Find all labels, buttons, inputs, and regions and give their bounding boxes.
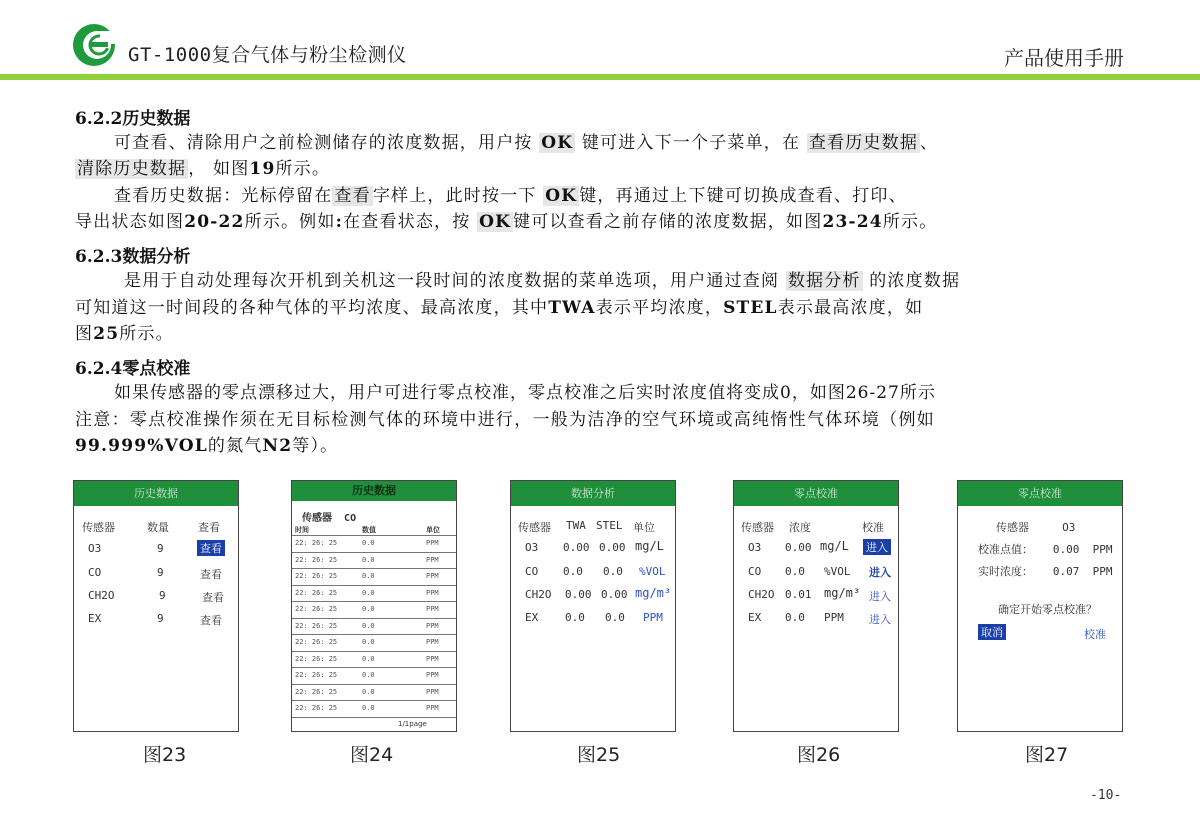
- row-twa: 0.00: [565, 588, 592, 601]
- cell-value: 0.0: [362, 654, 375, 663]
- column-header-stel: STEL: [596, 519, 623, 532]
- cell-value: 0.0: [362, 555, 375, 564]
- view-button[interactable]: 查看: [202, 591, 224, 604]
- row-stel: 0.00: [599, 541, 626, 554]
- column-header-time: 时间: [295, 526, 309, 534]
- enter-button[interactable]: 进入: [869, 566, 891, 579]
- text: 等）。: [292, 436, 339, 456]
- text: 传感器: [302, 513, 332, 524]
- screen-title: 零点校准: [958, 481, 1122, 506]
- row-unit: PPM: [643, 611, 663, 624]
- cell-time: 22: 26: 25: [295, 605, 338, 613]
- text: 键可进入下一个子菜单，在: [581, 133, 801, 153]
- column-header-concentration: 浓度: [789, 521, 811, 534]
- confirm-prompt: 确定开始零点校准？: [998, 603, 1097, 616]
- highlight-view-history: 查看历史数据: [808, 133, 919, 153]
- zero-point-row: [978, 541, 1113, 557]
- row-sensor: CH2O: [88, 589, 115, 602]
- paragraph-6-2-4-line2: 注意：零点校准操作须在无目标检测气体的环境中进行，一般为洁净的空气环境或高纯惰性气体环境（例如: [75, 410, 936, 430]
- row-unit: %VOL: [824, 565, 851, 578]
- row-sensor: EX: [748, 611, 762, 624]
- cell-value: 0.0: [362, 638, 375, 646]
- row-sensor: O3: [525, 541, 539, 554]
- cell-value: 0.0: [362, 621, 375, 630]
- cell-time: 22: 26: 25: [295, 539, 338, 547]
- row-sensor: CO: [525, 565, 539, 578]
- stel-term: STEL: [723, 298, 778, 318]
- cell-unit: PPM: [426, 638, 439, 646]
- figure-ref: 25: [93, 324, 120, 344]
- row-unit: mg/m³: [824, 586, 861, 600]
- column-header-count: 数量: [147, 521, 169, 534]
- table-row: [292, 552, 456, 569]
- column-header-sensor: 传感器: [741, 521, 774, 534]
- figure-27-caption: 图27: [1025, 744, 1069, 766]
- row-twa: 0.0: [565, 611, 585, 624]
- cell-time: 22: 26: 25: [295, 555, 338, 564]
- table-row: [292, 667, 456, 684]
- text: 键，再通过上下键可切换成查看、打印、: [579, 186, 907, 206]
- cell-time: 22: 26: 25: [295, 671, 338, 679]
- cell-unit: PPM: [426, 621, 439, 630]
- row-value: 0.00: [785, 541, 812, 554]
- unit: PPM: [1092, 565, 1113, 578]
- row-value: 0.0: [785, 565, 805, 578]
- text: 是用于自动处理每次开机到关机这一段时间的浓度数据的菜单选项，用户通过查阅: [124, 271, 780, 291]
- figure-25-caption: 图25: [577, 744, 621, 766]
- figure-ref: 20-22: [184, 212, 245, 232]
- text: 、: [920, 133, 939, 153]
- text: 表示平均浓度，: [595, 298, 724, 318]
- text: ， 如图: [188, 159, 250, 179]
- table-row: [292, 651, 456, 668]
- ok-key-label: OK: [479, 212, 512, 232]
- section-heading-6-2-4: 6.2.4零点校准: [75, 359, 191, 379]
- row-count: 9: [157, 566, 164, 579]
- row-sensor: CH2O: [748, 588, 775, 601]
- figure-24-caption: 图24: [350, 744, 394, 766]
- cell-value: 0.0: [362, 671, 375, 679]
- cell-unit: PPM: [426, 539, 439, 547]
- row-sensor: CO: [748, 565, 762, 578]
- cell-unit: PPM: [426, 687, 439, 696]
- screen-title: 历史数据: [292, 481, 456, 501]
- cell-unit: PPM: [426, 605, 439, 613]
- row-sensor: EX: [525, 611, 539, 624]
- history-table: [292, 535, 456, 717]
- row-count: 9: [157, 612, 164, 625]
- column-header-sensor: 传感器: [82, 521, 115, 534]
- section-heading-6-2-3: 6.2.3数据分析: [75, 247, 191, 267]
- cell-time: 22: 26: 25: [295, 621, 338, 630]
- text: 可查看、清除用户之前检测储存的浓度数据，用户按: [114, 133, 533, 153]
- product-code: GT-1000: [128, 44, 212, 66]
- text: 图: [75, 324, 94, 344]
- calibrate-button[interactable]: 校准: [1084, 628, 1106, 641]
- cell-value: 0.0: [362, 572, 375, 580]
- product-name: 复合气体与粉尘检测仪: [211, 44, 407, 66]
- unit: PPM: [1092, 543, 1113, 556]
- highlight-data-analysis: 数据分析: [787, 271, 861, 291]
- text: 所示。: [119, 324, 174, 344]
- enter-button[interactable]: 进入: [869, 613, 891, 626]
- twa-term: TWA: [548, 298, 596, 318]
- text: N2: [262, 436, 293, 456]
- text: 99.999%VOL: [75, 436, 208, 456]
- column-header-value: 数值: [362, 526, 376, 534]
- screen-title: 历史数据: [74, 481, 238, 506]
- highlight-view: 查看: [334, 186, 371, 206]
- row-count: 9: [159, 589, 166, 602]
- sensor-label: [302, 509, 356, 524]
- cell-time: 22: 26: 25: [295, 654, 338, 663]
- paragraph-6-2-3-line1: [124, 268, 960, 294]
- text: 键可以查看之前存储的浓度数据，如图: [513, 212, 823, 232]
- manual-title: 产品使用手册: [1004, 46, 1124, 70]
- text: 的浓度数据: [869, 271, 961, 291]
- column-header-unit: 单位: [633, 521, 655, 534]
- cell-value: 0.0: [362, 687, 375, 696]
- cell-unit: PPM: [426, 654, 439, 663]
- text: 查看历史数据：光标停留在: [114, 186, 333, 206]
- row-sensor: O3: [748, 541, 762, 554]
- ok-key-label: OK: [541, 133, 574, 153]
- row-unit: mg/L: [635, 539, 664, 553]
- figure-25-screen: [510, 480, 676, 732]
- figure-27-screen: [957, 480, 1123, 732]
- row-sensor: CO: [88, 566, 102, 579]
- text: 所示。: [882, 212, 938, 232]
- row-value: 0.0: [785, 611, 805, 624]
- cell-time: 22: 26: 25: [295, 638, 338, 646]
- figure-ref: 23-24: [822, 212, 883, 232]
- text: 的氮气: [207, 436, 263, 456]
- cell-value: 0.0: [362, 588, 375, 597]
- enter-button[interactable]: 进入: [869, 590, 891, 603]
- column-header-calibrate: 校准: [862, 521, 884, 534]
- row-stel: 0.00: [601, 588, 628, 601]
- cell-value: 0.0: [362, 539, 375, 547]
- row-twa: 0.00: [563, 541, 590, 554]
- page-indicator: 1/1page: [398, 720, 427, 728]
- zero-value: 0.00: [1052, 543, 1080, 556]
- column-header-sensor: 传感器: [518, 521, 551, 534]
- cell-time: 22: 26: 25: [295, 687, 338, 696]
- figure-ref: 19: [249, 159, 276, 179]
- paragraph-6-2-4-line3: [75, 433, 338, 459]
- cell-unit: PPM: [426, 671, 439, 679]
- table-row: [292, 585, 456, 602]
- document-title: [128, 40, 407, 67]
- table-row: [292, 700, 456, 717]
- view-button-selected[interactable]: 查看: [197, 540, 225, 556]
- text: 传感器: [996, 521, 1029, 534]
- table-row: [292, 568, 456, 585]
- paragraph-6-2-4-line1: 如果传感器的零点漂移过大，用户可进行零点校准，零点校准之后实时浓度值将变成0，如图26-27所示: [114, 383, 936, 403]
- table-row: [292, 634, 456, 651]
- cell-unit: PPM: [426, 572, 439, 580]
- ok-key-label: OK: [545, 186, 578, 206]
- row-value: 0.01: [785, 588, 812, 601]
- header-divider: [0, 74, 1200, 80]
- highlight-clear-history: 清除历史数据: [77, 159, 187, 179]
- paragraph-6-2-2-line3: [114, 183, 907, 209]
- realtime-value: 0.07: [1052, 565, 1080, 578]
- figure-23-caption: 图23: [143, 744, 187, 766]
- table-row: [292, 618, 456, 635]
- realtime-row: [978, 563, 1113, 579]
- figure-23-screen: [73, 480, 239, 732]
- sensor-name: CO: [344, 513, 357, 524]
- row-unit: PPM: [824, 611, 844, 624]
- cell-unit: PPM: [426, 588, 439, 597]
- row-sensor: CH2O: [525, 588, 552, 601]
- figure-24-screen: [291, 480, 457, 732]
- enter-button-selected[interactable]: 进入: [863, 539, 891, 555]
- page-number: -10-: [1090, 788, 1122, 803]
- figure-26-caption: 图26: [797, 744, 841, 766]
- cancel-button[interactable]: 取消: [978, 624, 1006, 640]
- sensor-row: [996, 519, 1075, 535]
- text: 所示。例如: [244, 212, 336, 232]
- table-row: [292, 601, 456, 618]
- figure-26-screen: [733, 480, 899, 732]
- cell-time: 22: 26: 25: [295, 572, 338, 580]
- row-unit: %VOL: [639, 565, 666, 578]
- text: 实时浓度：: [978, 565, 1033, 578]
- column-header-unit: 单位: [426, 526, 440, 534]
- text: 校准点值：: [978, 543, 1033, 556]
- column-header-view: 查看: [198, 521, 220, 534]
- screen-title: 零点校准: [734, 481, 898, 506]
- paragraph-6-2-2-line4: [75, 209, 937, 235]
- sensor-name: O3: [1062, 521, 1076, 534]
- text: 表示最高浓度，如: [777, 298, 924, 318]
- cell-unit: PPM: [426, 704, 439, 712]
- company-logo-icon: [72, 22, 122, 68]
- text: 所示。: [275, 159, 331, 179]
- cell-time: 22: 26: 25: [295, 588, 338, 597]
- row-stel: 0.0: [605, 611, 625, 624]
- row-stel: 0.0: [603, 565, 623, 578]
- row-twa: 0.0: [563, 565, 583, 578]
- text: 字样上，此时按一下: [372, 186, 537, 206]
- row-sensor: EX: [88, 612, 102, 625]
- section-heading-6-2-2: 6.2.2历史数据: [75, 109, 191, 129]
- table-row: [292, 684, 456, 701]
- table-bottom-line: [292, 717, 456, 718]
- view-button[interactable]: 查看: [200, 614, 222, 627]
- paragraph-6-2-2-line2: [75, 156, 330, 182]
- cell-value: 0.0: [362, 605, 375, 613]
- text: 导出状态如图: [75, 212, 185, 232]
- column-header-twa: TWA: [566, 519, 586, 532]
- cell-unit: PPM: [426, 555, 439, 564]
- text: :: [335, 212, 344, 232]
- row-unit: mg/L: [820, 539, 849, 553]
- paragraph-6-2-3-line2: [75, 295, 923, 321]
- view-button[interactable]: 查看: [200, 568, 222, 581]
- screen-title: 数据分析: [511, 481, 675, 506]
- table-row: [292, 535, 456, 552]
- text: 在查看状态，按: [343, 212, 471, 232]
- row-sensor: O3: [88, 542, 102, 555]
- paragraph-6-2-2-line1: [114, 130, 938, 156]
- cell-value: 0.0: [362, 704, 375, 712]
- row-count: 9: [157, 542, 164, 555]
- cell-time: 22: 26: 25: [295, 704, 338, 712]
- text: 可知道这一时间段的各种气体的平均浓度、最高浓度，其中: [75, 298, 549, 318]
- row-unit: mg/m³: [635, 586, 672, 600]
- paragraph-6-2-3-line3: [75, 321, 174, 347]
